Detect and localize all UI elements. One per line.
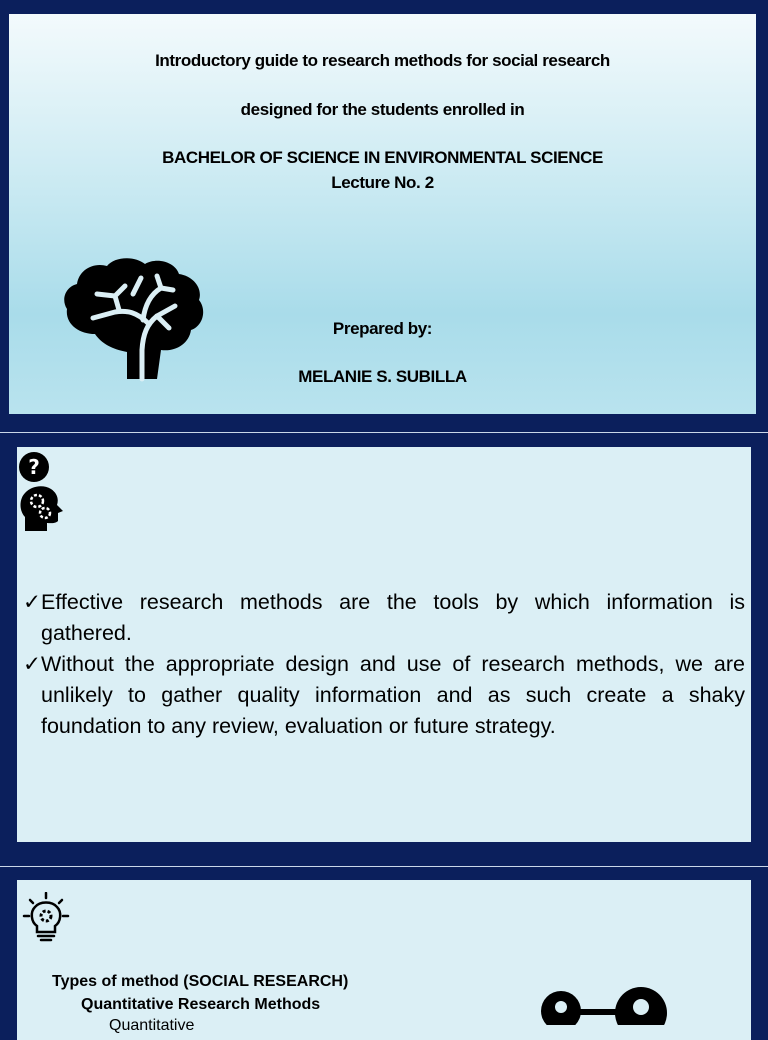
program-name: BACHELOR OF SCIENCE IN ENVIRONMENTAL SCIENCE: [162, 148, 603, 167]
partial-text: Quantitative: [109, 1017, 195, 1034]
lightbulb-gear-icon: [22, 892, 70, 944]
bullet-item: [23, 587, 745, 649]
people-connection-icon: [539, 985, 669, 1025]
brain-icon: [57, 254, 217, 399]
slide-divider: [0, 432, 768, 433]
head-question-gears-icon: [17, 451, 65, 533]
slide-divider: [0, 866, 768, 867]
prepared-by-label: Prepared by:: [332, 319, 433, 338]
bullet-item: [23, 649, 745, 742]
checkmark-icon: ✓: [23, 590, 42, 614]
content-slide: [17, 447, 751, 842]
slide-subtitle: designed for the students enrolled in: [240, 100, 525, 119]
checkmark-icon: ✓: [23, 652, 42, 676]
subheading: Quantitative Research Methods: [81, 996, 321, 1013]
lecture-number: Lecture No. 2: [331, 173, 434, 192]
bullet-text: Without the appropriate design and use of research methods, we are unlikely to gather quality information and as such create a shaky foundation to any review, evaluation or future strategy.: [41, 652, 745, 738]
title-slide: [9, 14, 756, 414]
bullet-text: Effective research methods are the tools by which information is gathered.: [41, 590, 745, 645]
slide-title: Introductory guide to research methods for social research: [155, 51, 610, 70]
svg-text:?: ?: [28, 455, 40, 479]
methods-slide: [17, 880, 751, 1040]
author-name: MELANIE S. SUBILLA: [298, 367, 467, 386]
bullet-list: [23, 587, 745, 742]
types-heading: Types of method (SOCIAL RESEARCH): [52, 973, 349, 990]
